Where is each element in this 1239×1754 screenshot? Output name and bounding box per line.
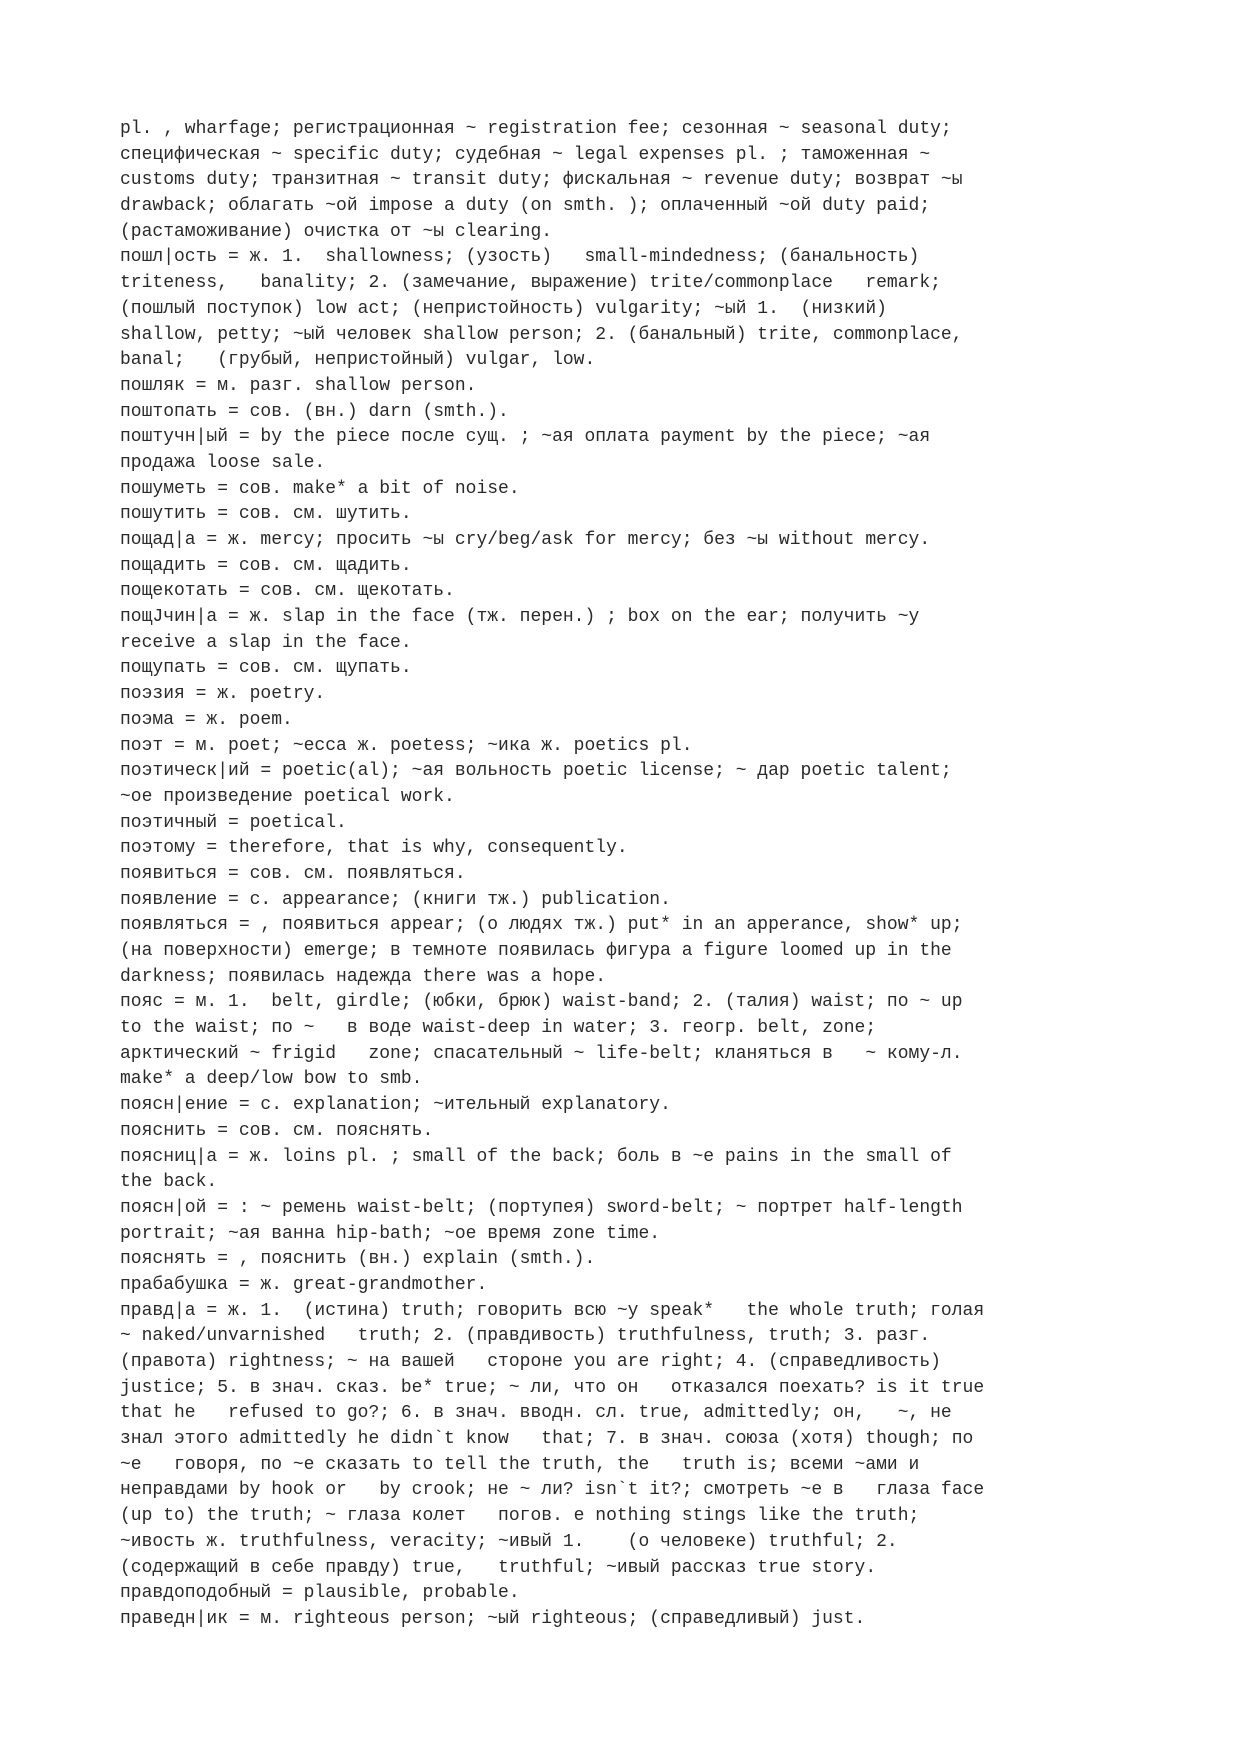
text-line: появиться = сов. см. появляться.	[120, 863, 466, 884]
text-line: make* a deep/low bow to smb.	[120, 1069, 423, 1090]
dictionary-page	[120, 117, 1220, 1633]
text-line: пошляк = м. разг. shallow person.	[120, 375, 477, 396]
text-line: (up to) the truth; ~ глаза колет погов. e nothing stings like the truth;	[120, 1506, 920, 1527]
text-line: (правота) rightness; ~ на вашей стороне you are right; 4. (справедливость)	[120, 1352, 941, 1372]
text-line: the back.	[120, 1172, 218, 1193]
text-line: поэтичный = poetical.	[120, 812, 347, 833]
text-line: shallow, petty; ~ый человек shallow person; 2. (банальный) trite, commonplace,	[120, 324, 963, 345]
text-line: receive a slap in the face.	[120, 632, 412, 653]
text-line: (на поверхности) emerge; в темноте появилась фигура a figure loomed up in the	[120, 941, 952, 961]
text-line: triteness, banality; 2. (замечание, выражение) trite/commonplace remark;	[120, 273, 941, 294]
text-line: пошуметь = сов. make* a bit of noise.	[120, 478, 520, 499]
text-line: поясн|ение = с. explanation; ~ительный explanatory.	[120, 1095, 671, 1116]
text-line: появляться = , появиться appear; (о людях тж.) put* in an apperance, show* up;	[120, 915, 963, 936]
text-line: ~ое произведение poetical work.	[120, 786, 455, 807]
text-line: знал этого admittedly he didn`t know that; 7. в знач. союза (хотя) though; по	[120, 1429, 974, 1450]
text-line: прабабушка = ж. great-grandmother.	[120, 1274, 488, 1295]
text-line: пощекотать = сов. см. щекотать.	[120, 581, 455, 602]
text-line: поэзия = ж. poetry.	[120, 684, 326, 705]
text-line: пошутить = сов. см. шутить.	[120, 504, 412, 525]
text-line: пояснить = сов. см. пояснять.	[120, 1120, 434, 1141]
text-line: ~ивость ж. truthfulness, veracity; ~ивый 1. (о человеке) truthful; 2.	[120, 1531, 898, 1552]
text-line: that he refused to go?; 6. в знач. вводн. сл. true, admittedly; он, ~, не	[120, 1403, 952, 1424]
text-line: продажа loose sale.	[120, 452, 326, 473]
text-line: поэтому = therefore, that is why, consequently.	[120, 838, 628, 859]
text-line: появление = с. appearance; (книги тж.) publication.	[120, 889, 671, 910]
text-line: пощад|а = ж. mercy; просить ~ы cry/beg/ask for mercy; без ~ы without mercy.	[120, 530, 931, 550]
text-line: правд|а = ж. 1. (истина) truth; говорить всю ~у speak* the whole truth; голая	[120, 1300, 985, 1321]
text-line: поясн|ой = : ~ ремень waist-belt; (портупея) sword-belt; ~ портрет half-length	[120, 1197, 963, 1218]
text-line: поэтическ|ий = poetic(al); ~ая вольность poetic license; ~ дар poetic talent;	[120, 761, 952, 782]
text-line: пояснять = , пояснить (вн.) explain (smth.).	[120, 1249, 596, 1270]
text-line: поштопать = сов. (вн.) darn (smth.).	[120, 401, 509, 422]
text-line: поэма = ж. poem.	[120, 709, 293, 730]
text-line: поштучн|ый = by the piece после сущ. ; ~ая оплата payment by the piece; ~ая	[120, 427, 931, 448]
text-line: (пошлый поступок) low act; (непристойность) vulgarity; ~ый 1. (низкий)	[120, 298, 887, 319]
text-line: неправдами by hook or by crook; не ~ ли? isn`t it?; смотреть ~е в глаза face	[120, 1480, 985, 1501]
text-line: пояс = м. 1. belt, girdle; (юбки, брюк) waist-band; 2. (талия) waist; по ~ up	[120, 992, 963, 1013]
text-line: customs duty; транзитная ~ transit duty; фискальная ~ revenue duty; возврат ~ы	[120, 170, 963, 191]
text-line: пощупать = сов. см. щупать.	[120, 658, 412, 679]
text-line: to the waist; по ~ в воде waist-deep in water; 3. геогр. belt, zone;	[120, 1018, 877, 1039]
text-line: (содержащий в себе правду) true, truthful; ~ивый рассказ true story.	[120, 1557, 877, 1578]
text-line: праведн|ик = м. righteous person; ~ый righteous; (справедливый) just.	[120, 1608, 866, 1629]
text-line: поэт = м. poet; ~есса ж. poetess; ~ика ж. poetics pl.	[120, 735, 693, 756]
text-line: пощадить = сов. см. щадить.	[120, 555, 412, 576]
text-line: banal; (грубый, непристойный) vulgar, low.	[120, 350, 596, 371]
text-line: специфическая ~ specific duty; судебная ~ legal expenses pl. ; таможенная ~	[120, 144, 931, 165]
text-line: (растаможивание) очистка от ~ы clearing.	[120, 221, 553, 242]
text-line: пошл|ость = ж. 1. shallowness; (узость) small-mindedness; (банальность)	[120, 247, 920, 268]
text-line: portrait; ~ая ванна hip-bath; ~ое время zone time.	[120, 1223, 661, 1244]
text-line: darkness; появилась надежда there was a hope.	[120, 966, 607, 987]
text-line: пощJчин|а = ж. slap in the face (тж. перен.) ; box on the ear; получить ~у	[120, 607, 920, 628]
text-line: ~е говоря, по ~е сказать to tell the truth, the truth is; всеми ~ами и	[120, 1454, 920, 1475]
text-line: drawback; облагать ~ой impose a duty (on smth. ); оплаченный ~ой duty paid;	[120, 196, 931, 217]
text-line: арктический ~ frigid zone; спасательный ~ life-belt; кланяться в ~ кому-л.	[120, 1043, 963, 1064]
text-line: pl. , wharfage; регистрационная ~ registration fee; сезонная ~ seasonal duty;	[120, 119, 952, 139]
text-line: поясниц|а = ж. loins pl. ; small of the back; боль в ~е pains in the small of	[120, 1146, 952, 1167]
text-line: правдоподобный = plausible, probable.	[120, 1583, 520, 1604]
text-line: justice; 5. в знач. сказ. be* true; ~ ли, что он отказался поехать? is it true	[120, 1377, 985, 1398]
text-line: ~ naked/unvarnished truth; 2. (правдивость) truthfulness, truth; 3. разг.	[120, 1326, 931, 1347]
